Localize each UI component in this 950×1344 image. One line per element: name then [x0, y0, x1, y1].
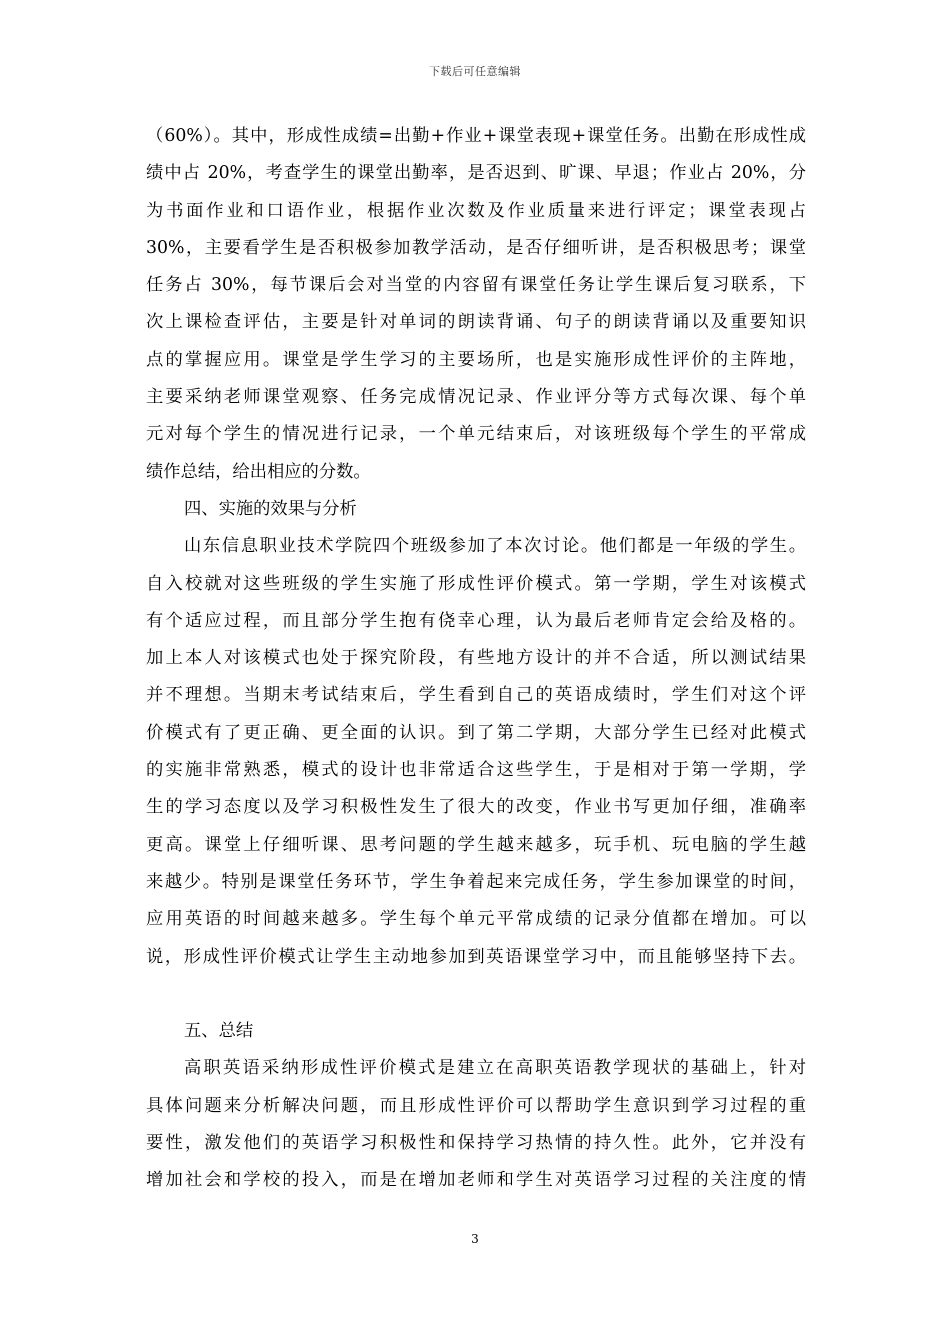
document-body [146, 118, 806, 1200]
paragraph-line: 加上本人对该模式也处于探究阶段，有些地方设计的并不合适，所以测试结果 [146, 648, 806, 669]
paragraph-line: 元对每个学生的情况进行记录，一个单元结束后，对该班级每个学生的平常成 [146, 424, 806, 445]
paragraph-line: 说，形成性评价模式让学生主动地参加到英语课堂学习中，而且能够坚持下去。 [146, 946, 806, 967]
paragraph-line: 点的掌握应用。课堂是学生学习的主要场所，也是实施形成性评价的主阵地， [146, 349, 806, 370]
section-heading: 四、实施的效果与分析 [184, 498, 357, 519]
page-number: 3 [471, 1232, 479, 1246]
paragraph-line: 任务占 30%，每节课后会对当堂的内容留有课堂任务让学生课后复习联系，下 [146, 275, 806, 296]
paragraph-line: 增加社会和学校的投入，而是在增加老师和学生对英语学习过程的关注度的情 [146, 1170, 806, 1191]
paragraph-line: 自入校就对这些班级的学生实施了形成性评价模式。第一学期，学生对该模式 [146, 573, 806, 594]
paragraph-line: 为书面作业和口语作业，根据作业次数及作业质量来进行评定；课堂表现占 [146, 200, 806, 221]
paragraph-line: 要性，激发他们的英语学习积极性和保持学习热情的持久性。此外，它并没有 [146, 1133, 806, 1154]
paragraph-line: 并不理想。当期末考试结束后，学生看到自己的英语成绩时，学生们对这个评 [146, 685, 806, 706]
paragraph-line: 具体问题来分析解决问题，而且形成性评价可以帮助学生意识到学习过程的重 [146, 1095, 806, 1116]
paragraph-line: （60%）。其中，形成性成绩=出勤+作业+课堂表现+课堂任务。出勤在形成性成 [146, 126, 806, 146]
paragraph-line: 生的学习态度以及学习积极性发生了很大的改变，作业书写更加仔细，准确率 [146, 797, 806, 818]
paragraph-line: 30%，主要看学生是否积极参加教学活动，是否仔细听讲，是否积极思考；课堂 [146, 237, 806, 258]
paragraph-line: 绩作总结，给出相应的分数。 [146, 461, 371, 482]
paragraph-line: 来越少。特别是课堂任务环节，学生争着起来完成任务，学生参加课堂的时间， [146, 871, 806, 892]
paragraph-line: 应用英语的时间越来越多。学生每个单元平常成绩的记录分值都在增加。可以 [146, 909, 806, 930]
blank-line [146, 976, 806, 1013]
section-heading: 五、总结 [184, 1021, 254, 1042]
paragraph-line: 有个适应过程，而且部分学生抱有侥幸心理，认为最后老师肯定会给及格的。 [146, 610, 806, 631]
paragraph-line: 绩中占 20%，考查学生的课堂出勤率，是否迟到、旷课、早退；作业占 20%，分 [146, 163, 806, 184]
paragraph-line: 更高。课堂上仔细听课、思考问题的学生越来越多，玩手机、玩电脑的学生越 [146, 834, 806, 855]
paragraph-line: 山东信息职业技术学院四个班级参加了本次讨论。他们都是一年级的学生。 [184, 536, 806, 557]
page-header: 下载后可任意编辑 [429, 65, 521, 78]
paragraph-line: 价模式有了更正确、更全面的认识。到了第二学期，大部分学生已经对此模式 [146, 722, 806, 743]
paragraph-line: 主要采纳老师课堂观察、任务完成情况记录、作业评分等方式每次课、每个单 [146, 387, 806, 408]
paragraph-line: 的实施非常熟悉，模式的设计也非常适合这些学生，于是相对于第一学期，学 [146, 760, 806, 781]
paragraph-line: 次上课检查评估，主要是针对单词的朗读背诵、句子的朗读背诵以及重要知识 [146, 312, 806, 333]
paragraph-line: 高职英语采纳形成性评价模式是建立在高职英语教学现状的基础上，针对 [184, 1058, 806, 1079]
